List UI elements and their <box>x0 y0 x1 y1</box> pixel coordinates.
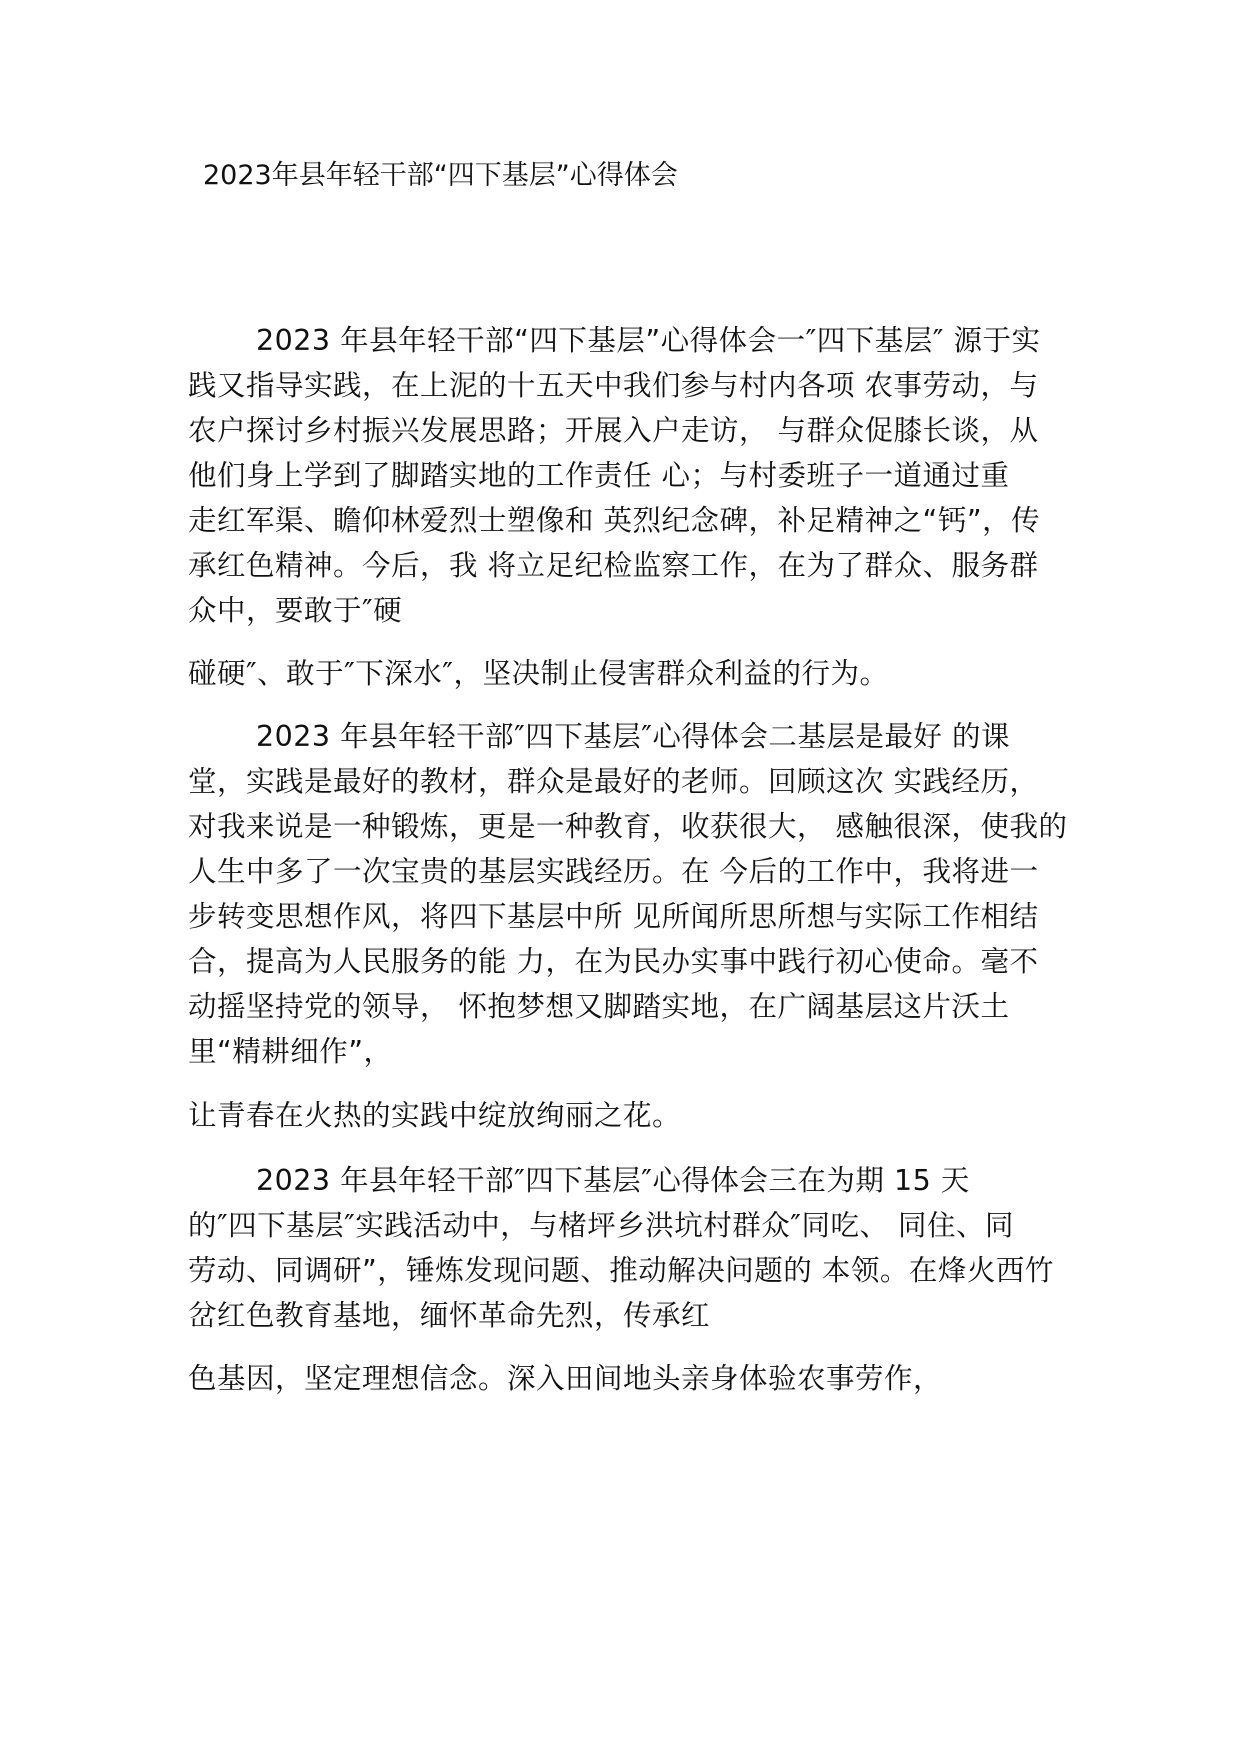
paragraph-1-line-8: 碰硬″、敢于″下深水″，坚决制止侵害群众利益的行为。 <box>188 657 889 690</box>
paragraph-3-line-2: 的″四下基层″实践活动中，与楮坪乡洪坑村群众″同吃、 同住、同 <box>188 1209 1014 1242</box>
paragraph-2-line-5: 步转变思想作风，将四下基层中所 见所闻所思所想与实际工作相结 <box>188 900 1039 933</box>
paragraph-3-line-3: 劳动、同调研”，锤炼发现问题、推动解决问题的 本领。在烽火西竹 <box>188 1254 1054 1287</box>
paragraph-2-line-9: 让青春在火热的实践中绽放绚丽之花。 <box>188 1099 682 1132</box>
paragraph-2-line-4: 人生中多了一次宝贵的基层实践经历。在 今后的工作中，我将进一 <box>188 855 1039 888</box>
paragraph-1-line-2: 践又指导实践，在上泥的十五天中我们参与村内各项 农事劳动，与 <box>188 369 1039 402</box>
paragraph-2-line-7: 动摇坚持党的领导， 怀抱梦想又脚踏实地，在广阔基层这片沃土 <box>188 990 1010 1023</box>
paragraph-1-line-5: 走红军渠、瞻仰林爱烈士塑像和 英烈纪念碑，补足精神之“钙”，传 <box>188 504 1041 537</box>
document-title: 2023年县年轻干部“四下基层”心得体会 <box>203 160 678 191</box>
paragraph-2-line-8: 里“精耕细作”， <box>188 1035 393 1068</box>
paragraph-1-line-6: 承红色精神。今后，我 将立足纪检监察工作，在为了群众、服务群 <box>188 549 1039 582</box>
paragraph-3-line-5: 色基因，坚定理想信念。深入田间地头亲身体验农事劳作， <box>188 1362 943 1395</box>
paragraph-2-line-2: 堂，实践是最好的教材，群众是最好的老师。回顾这次 实践经历， <box>188 765 1039 798</box>
paragraph-2-line-6: 合，提高为人民服务的能 力，在为民办实事中践行初心使命。毫不 <box>188 945 1039 978</box>
paragraph-3-line-1: 2023 年县年轻干部″四下基层″心得体会三在为期 15 天 <box>256 1164 970 1197</box>
paragraph-2-line-1: 2023 年县年轻干部″四下基层″心得体会二基层是最好 的课 <box>256 720 1010 753</box>
paragraph-1-line-4: 他们身上学到了脚踏实地的工作责任 心；与村委班子一道通过重 <box>188 459 1010 492</box>
paragraph-1-line-7: 众中，要敢于″硬 <box>188 594 403 627</box>
paragraph-1-line-3: 农户探讨乡村振兴发展思路；开展入户走访， 与群众促膝长谈，从 <box>188 414 1039 447</box>
paragraph-3-line-4: 岔红色教育基地，缅怀革命先烈，传承红 <box>188 1299 711 1332</box>
paragraph-1-line-1: 2023 年县年轻干部“四下基层”心得体会一″四下基层″ 源于实 <box>256 324 1041 357</box>
paragraph-2-line-3: 对我来说是一种锻炼，更是一种教育，收获很大， 感触很深，使我的 <box>188 810 1068 843</box>
